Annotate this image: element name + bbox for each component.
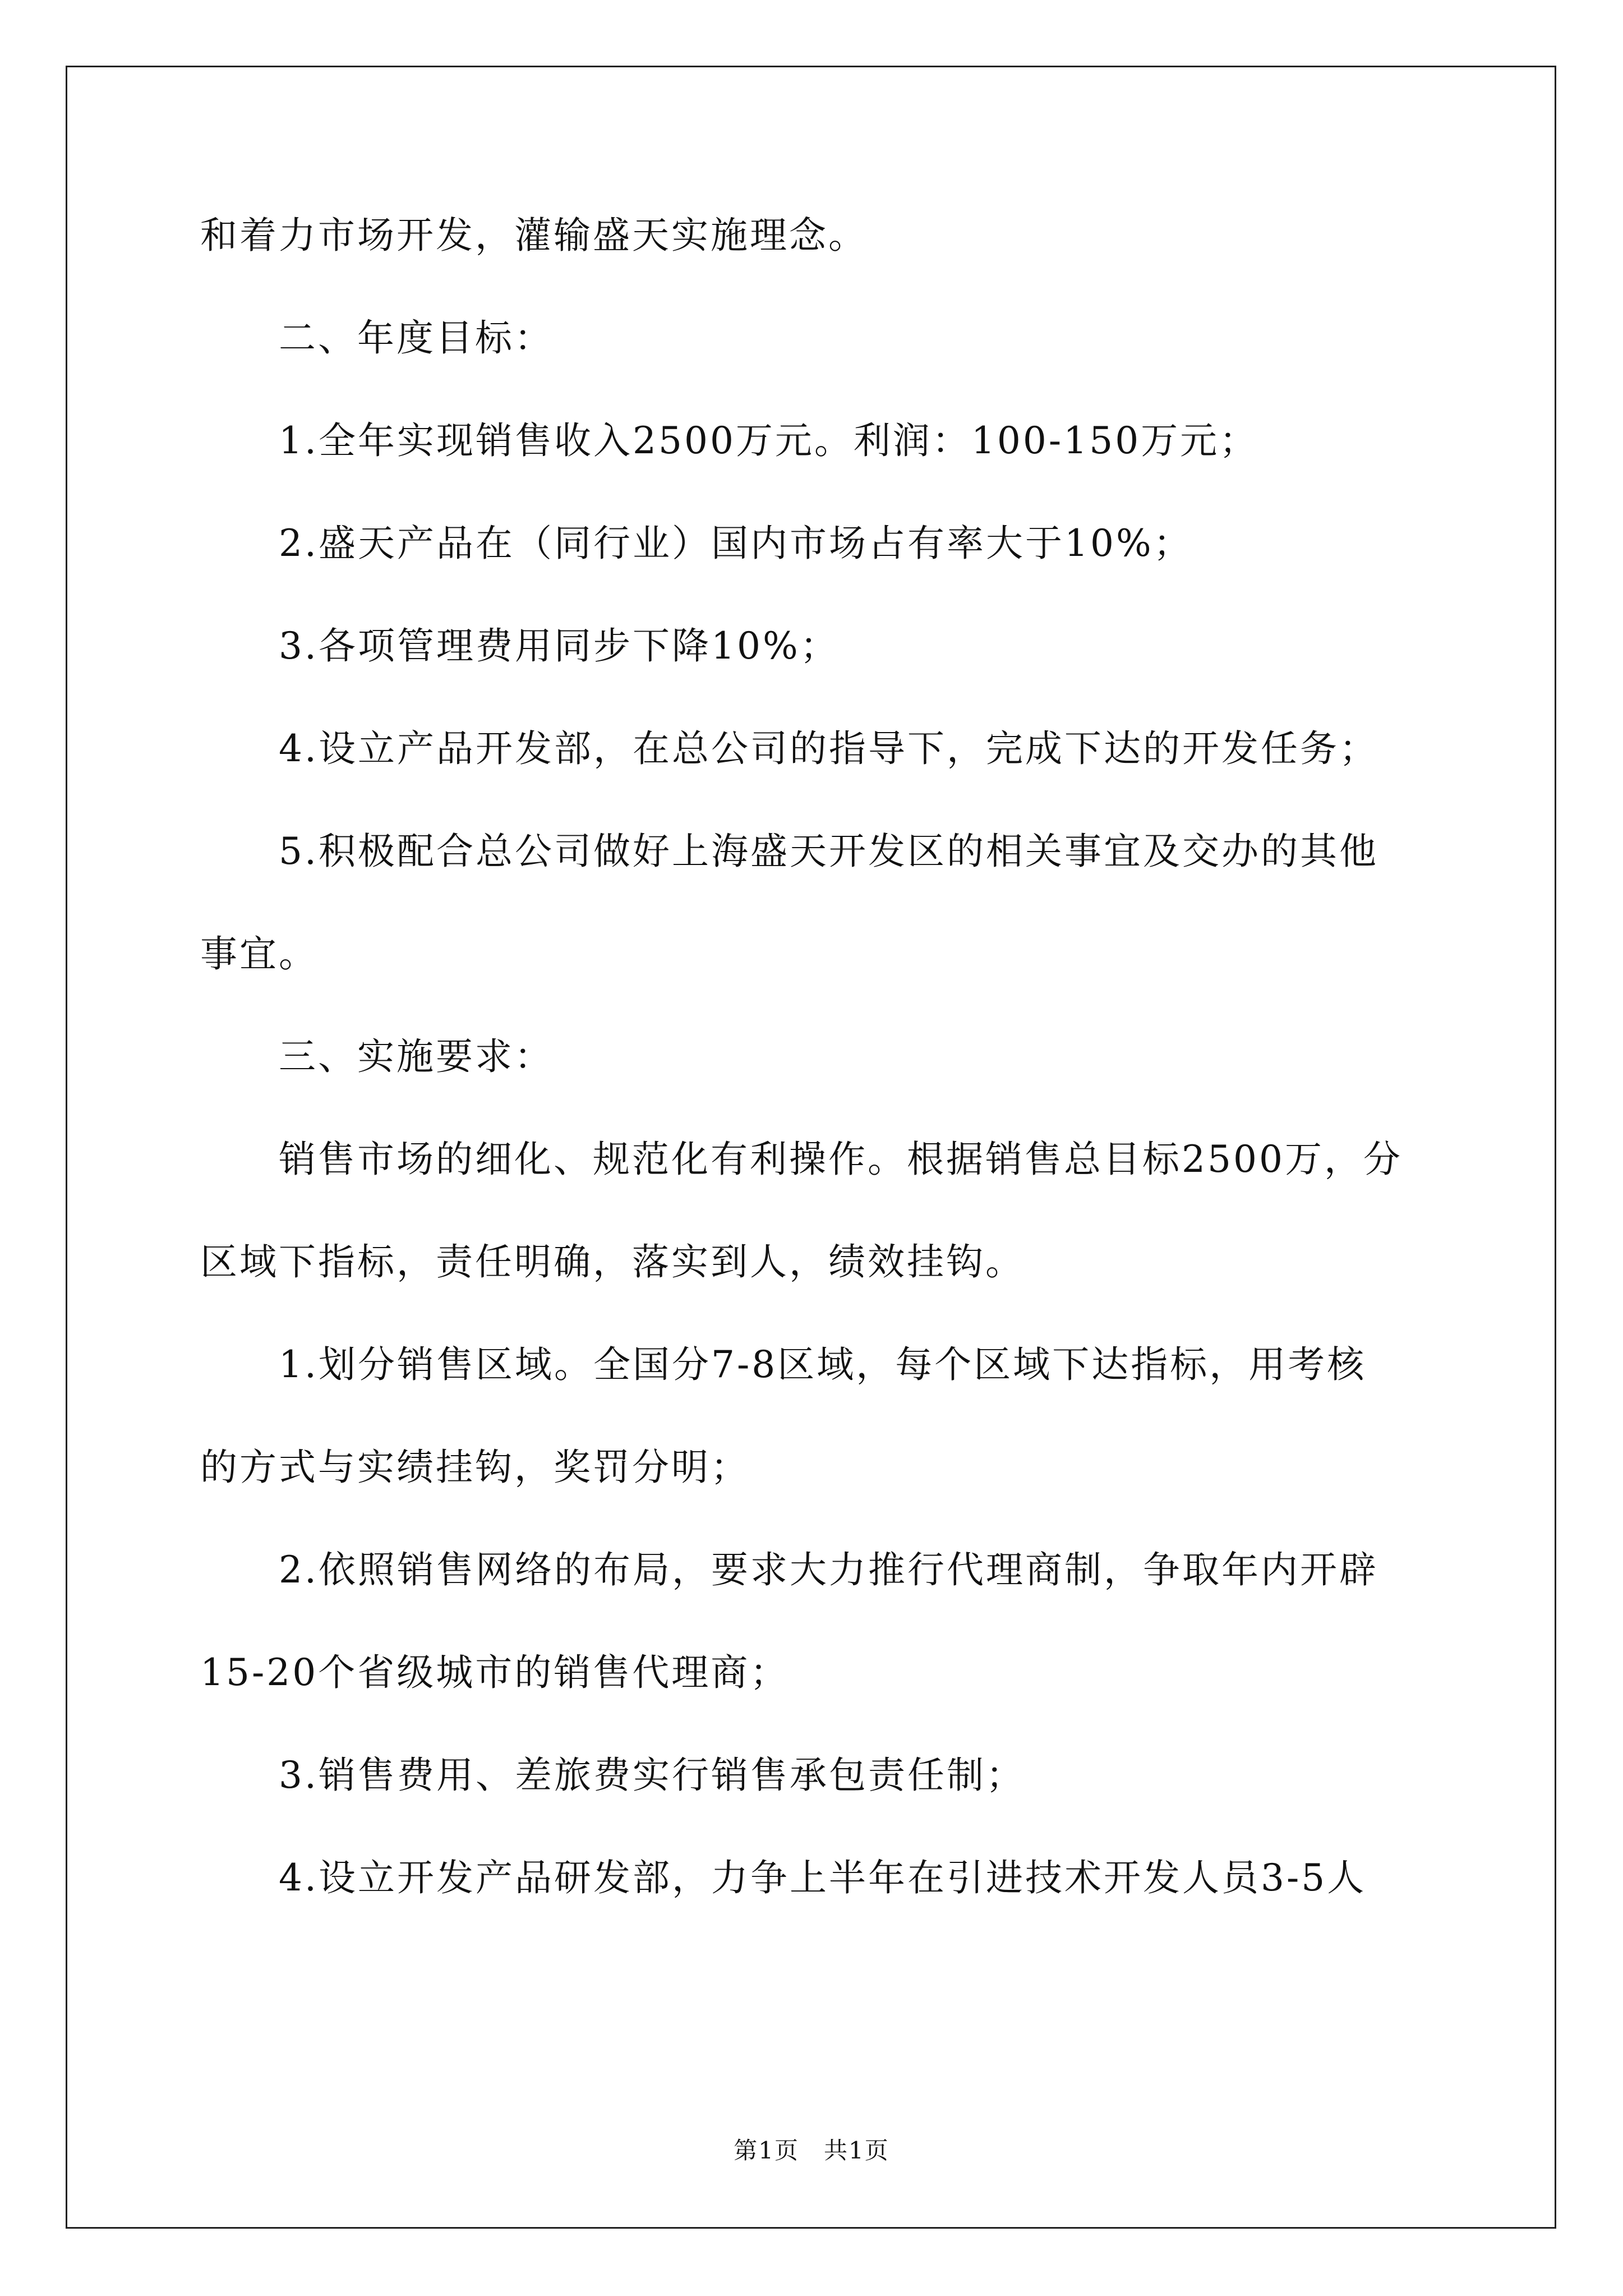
- text-line: 15-20个省级城市的销售代理商；: [200, 1651, 790, 1694]
- text-line: 5.积极配合总公司做好上海盛天开发区的相关事宜及交办的其他: [279, 830, 1378, 873]
- text-line: 4.设立产品开发部，在总公司的指导下，完成下达的开发任务；: [279, 727, 1378, 770]
- text-line: 和着力市场开发，灌输盛天实施理念。: [200, 214, 868, 257]
- text-line: 区域下指标，责任明确，落实到人，绩效挂钩。: [200, 1240, 1025, 1283]
- text-line: 3.销售费用、差旅费实行销售承包责任制；: [279, 1754, 1025, 1797]
- text-line: 2.依照销售网络的布局，要求大力推行代理商制，争取年内开辟: [279, 1548, 1378, 1591]
- section-heading: 二、年度目标：: [279, 316, 554, 360]
- text-line: 3.各项管理费用同步下降10%；: [279, 624, 840, 668]
- page-footer: 第1页 共1页: [734, 2137, 889, 2164]
- text-line: 销售市场的细化、规范化有利操作。根据销售总目标2500万，分: [279, 1138, 1403, 1181]
- text-line: 4.设立开发产品研发部，力争上半年在引进技术开发人员3-5人: [279, 1856, 1367, 1899]
- text-line: 事宜。: [200, 932, 318, 976]
- text-line: 1.划分销售区域。全国分7-8区域，每个区域下达指标，用考核: [279, 1343, 1367, 1386]
- text-line: 的方式与实绩挂钩，奖罚分明；: [200, 1446, 750, 1489]
- section-heading: 三、实施要求：: [279, 1035, 554, 1078]
- text-line: 1.全年实现销售收入2500万元。利润：100-150万元；: [279, 419, 1259, 462]
- text-line: 2.盛天产品在（同行业）国内市场占有率大于10%；: [279, 522, 1193, 565]
